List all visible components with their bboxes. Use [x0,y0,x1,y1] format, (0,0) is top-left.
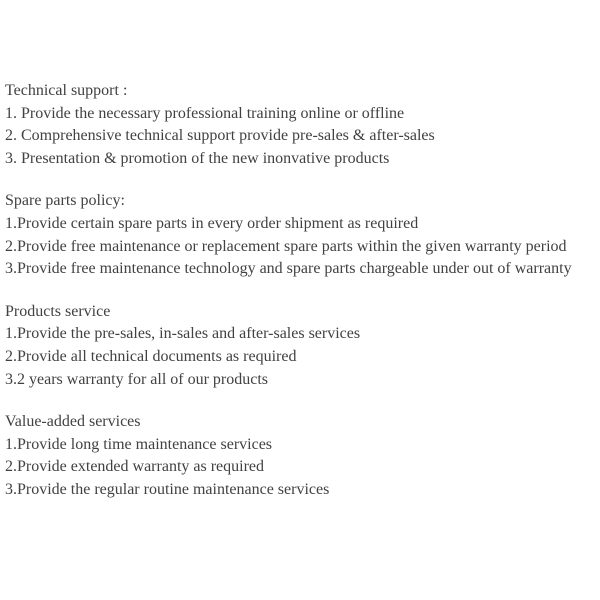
section-title: Technical support : [5,82,128,99]
section-technical-support [5,80,594,170]
section-item: 3. Presentation & promotion of the new inonvative products [5,149,390,167]
section-title: Spare parts policy: [5,192,125,210]
section-item: 1.Provide long time maintenance services [5,435,273,453]
section-item: 1. Provide the necessary professional training online or offline [5,104,405,122]
section-value-added-services [5,411,594,501]
section-item: 2.Provide free maintenance or replacement spare parts within the given warranty period [5,237,567,255]
section-item: 3.2 years warranty for all of our products [5,370,269,388]
section-item: 2. Comprehensive technical support provide pre-sales & after-sales [5,127,435,145]
section-item: 1.Provide the pre-sales, in-sales and after-sales services [5,325,361,343]
section-item: 3.Provide free maintenance technology and spare parts chargeable under out of warranty [5,260,572,278]
section-item: 2.Provide all technical documents as required [5,347,297,365]
section-item: 3.Provide the regular routine maintenance services [5,480,330,498]
section-products-service [5,301,594,391]
section-title: Value-added services [5,413,141,431]
section-item: 1.Provide certain spare parts in every order shipment as required [5,214,419,232]
section-item: 2.Provide extended warranty as required [5,458,265,476]
section-spare-parts-policy [5,190,594,280]
section-title: Products service [5,302,111,320]
